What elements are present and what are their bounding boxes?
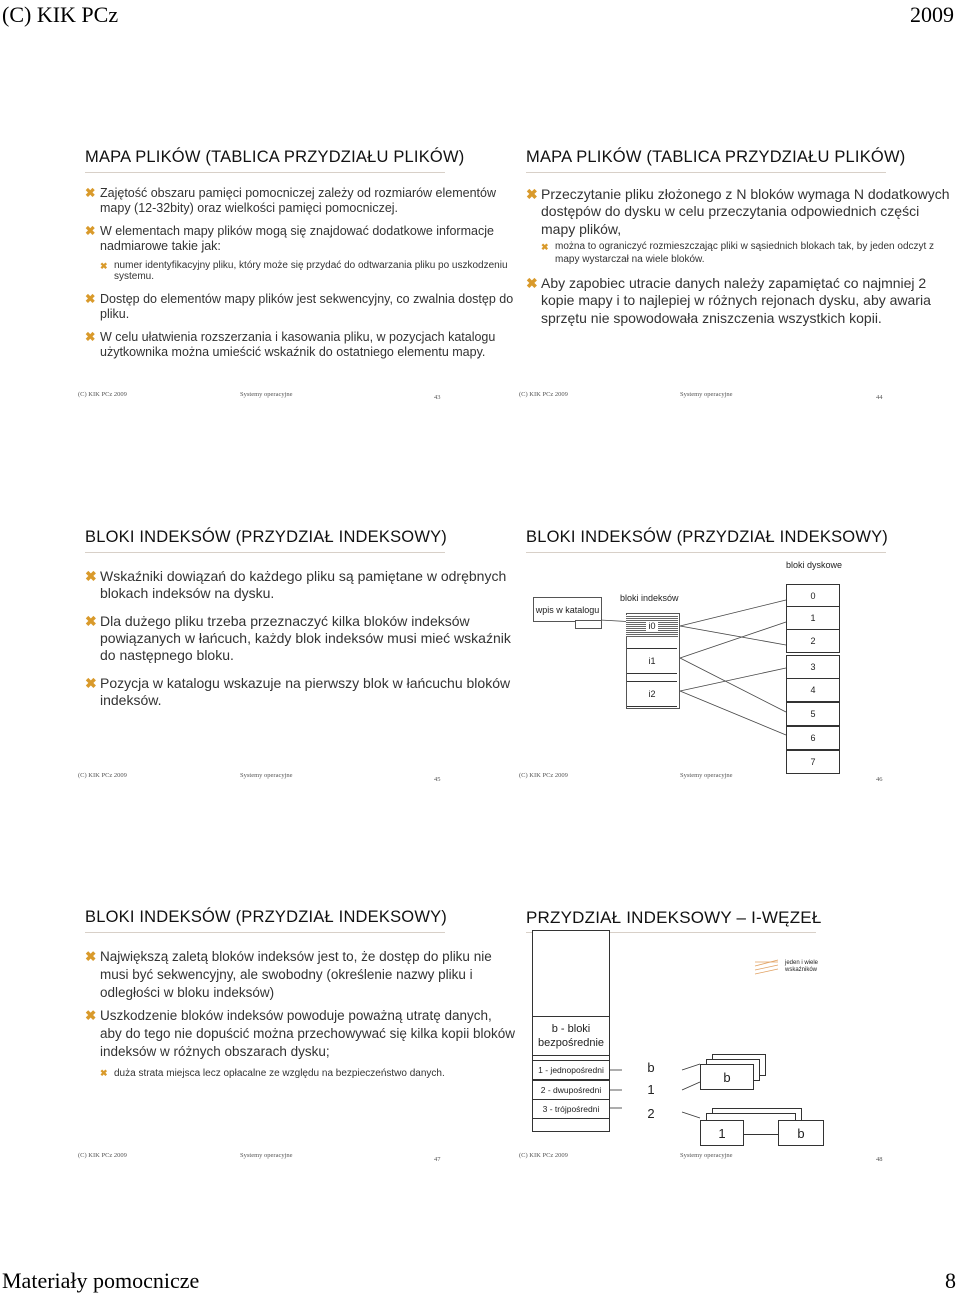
sub-list bbox=[100, 1067, 515, 1080]
bullet-x-icon: ✖ bbox=[85, 1008, 97, 1024]
slide-number: 44 bbox=[876, 394, 883, 401]
slide-footer-left: (C) KIK PCz 2009 bbox=[519, 772, 568, 779]
slide-43 bbox=[85, 148, 515, 448]
list-item: ✖ Pozycja w katalogu wskazuje na pierwszy blok w łańcuchu bloków indeksów. bbox=[85, 674, 511, 709]
bullet-x-icon: ✖ bbox=[85, 224, 96, 239]
slide-footer-center: Systemy operacyjne bbox=[680, 772, 733, 779]
data-block-1: 1 bbox=[700, 1120, 744, 1146]
list-item: ✖ Największą zaletą bloków indeksów jest to, że dostęp do pliku nie musi być sekwencyjny, ale swobodny (określenie nazwy pliku i odległości w bloku indeksów) bbox=[85, 949, 492, 1000]
bullet-list bbox=[85, 568, 515, 719]
slide-number: 48 bbox=[876, 1156, 883, 1163]
directory-pointer-box bbox=[575, 620, 602, 629]
slide-number: 45 bbox=[434, 776, 441, 783]
slide-number: 47 bbox=[434, 1156, 441, 1163]
list-item: ✖ Dla dużego pliku trzeba przeznaczyć kilka bloków indeksów powiązanych w łańcuch, każdy blok indeksów musi mieć wskaźnik do następnego bloku. bbox=[85, 612, 511, 664]
pointer-block-1: 1 bbox=[622, 1078, 680, 1100]
inode-single-indirect: 1 - jednopośredni bbox=[532, 1060, 610, 1080]
slide-title: BLOKI INDEKSÓW (PRZYDZIAŁ INDEKSOWY) bbox=[85, 908, 447, 926]
slide-footer-left: (C) KIK PCz 2009 bbox=[78, 391, 127, 398]
page-header-left: (C) KIK PCz bbox=[2, 2, 119, 27]
legend-label: jeden i wiele wskaźników bbox=[785, 960, 819, 974]
disk-block: 4 bbox=[786, 678, 840, 702]
disk-block: 2 bbox=[786, 629, 840, 653]
bullet-x-icon: ✖ bbox=[85, 674, 97, 691]
bullet-x-icon: ✖ bbox=[100, 260, 108, 271]
page-header-right: 2009 bbox=[910, 2, 954, 27]
slide-footer-center: Systemy operacyjne bbox=[680, 391, 733, 398]
title-rule bbox=[85, 932, 445, 933]
slide-title: BLOKI INDEKSÓW (PRZYDZIAŁ INDEKSOWY) bbox=[85, 528, 447, 546]
pointer-block-2: 2 bbox=[622, 1102, 680, 1124]
index-entry-i2: i2 bbox=[627, 681, 677, 707]
bullet-list bbox=[85, 186, 515, 368]
page-number: 8 bbox=[945, 1268, 956, 1293]
list-item: ✖ W celu ułatwienia rozszerzania i kasowania pliku, w pozycjach katalogu użytkownika można umieścić wskaźnik do ostatniego elementu mapy. bbox=[85, 330, 496, 359]
title-rule bbox=[526, 172, 886, 173]
sub-list bbox=[100, 260, 515, 283]
disk-blocks-label: bloki dyskowe bbox=[786, 560, 843, 570]
slide-title: MAPA PLIKÓW (TABLICA PRZYDZIAŁU PLIKÓW) bbox=[85, 148, 465, 166]
index-entry-i0: i0 bbox=[626, 615, 678, 637]
disk-block: 1 bbox=[786, 606, 840, 630]
slide-footer-center: Systemy operacyjne bbox=[240, 391, 293, 398]
data-block-b2: b bbox=[778, 1120, 824, 1146]
slide-46 bbox=[526, 528, 956, 828]
slide-footer-left: (C) KIK PCz 2009 bbox=[78, 1152, 127, 1159]
list-item: ✖ Aby zapobiec utracie danych należy zapamiętać co najmniej 2 kopie mapy i to najlepiej w różnych rejonach dysku, aby awaria sprzętu nie spowodowała zniszczenia wszystkich kopii. bbox=[526, 275, 931, 326]
inode-double-indirect: 2 - dwupośredni bbox=[532, 1080, 610, 1100]
bullet-x-icon: ✖ bbox=[85, 568, 97, 584]
title-rule bbox=[526, 552, 886, 553]
slide-title: PRZYDZIAŁ INDEKSOWY – I-WĘZEŁ bbox=[526, 908, 822, 927]
bullet-x-icon: ✖ bbox=[541, 242, 549, 253]
slide-footer-center: Systemy operacyjne bbox=[680, 1152, 733, 1159]
disk-block: 6 bbox=[786, 726, 840, 750]
bullet-x-icon: ✖ bbox=[85, 330, 96, 345]
slide-44 bbox=[526, 148, 956, 448]
bullet-list bbox=[526, 186, 956, 336]
bullet-x-icon: ✖ bbox=[526, 275, 538, 292]
sub-list-item: ✖ można to ograniczyć rozmieszczając pliki w sąsiednich blokach tak, by jeden odczyt z mapy wystarczał na wiele bloków. bbox=[541, 241, 935, 265]
directory-entry-box: wpis w katalogu bbox=[533, 597, 602, 622]
list-item: ✖ Przeczytanie pliku złożonego z N bloków wymaga N dodatkowych dostępów do dysku w celu przeczytania odpowiednich części mapy plików, ✖ można to ograniczyć rozmieszczając pliki w sąsiednich blokach tak, by jeden odczyt z mapy wystarczał na wiele bloków. bbox=[526, 186, 956, 266]
index-blocks-label: bloki indeksów bbox=[620, 593, 679, 603]
pointer-block-b: b bbox=[622, 1056, 680, 1078]
index-entry-i1: i1 bbox=[627, 648, 677, 674]
sub-list-item: ✖ numer identyfikacyjny pliku, który może się przydać do odtwarzania pliku po uszkodzeniu systemu. bbox=[100, 259, 508, 283]
page-footer-left: Materiały pomocnicze bbox=[2, 1268, 200, 1293]
data-block-b: b bbox=[700, 1064, 754, 1090]
bullet-list bbox=[85, 948, 515, 1089]
disk-block: 7 bbox=[786, 750, 840, 774]
disk-block: 0 bbox=[786, 584, 840, 608]
title-rule bbox=[85, 552, 445, 553]
disk-block: 5 bbox=[786, 702, 840, 726]
slide-47 bbox=[85, 908, 515, 1208]
list-item: ✖ Wskaźniki dowiązań do każdego pliku są pamiętane w odrębnych blokach indeksów na dysku. bbox=[85, 568, 507, 602]
disk-block: 3 bbox=[786, 655, 840, 679]
slide-number: 43 bbox=[434, 394, 441, 401]
slide-footer-left: (C) KIK PCz 2009 bbox=[519, 1152, 568, 1159]
bullet-x-icon: ✖ bbox=[85, 612, 97, 629]
slide-title: MAPA PLIKÓW (TABLICA PRZYDZIAŁU PLIKÓW) bbox=[526, 148, 906, 166]
bullet-x-icon: ✖ bbox=[100, 1067, 108, 1078]
inode-triple-indirect: 3 - trójpośredni bbox=[532, 1099, 610, 1119]
slide-footer-center: Systemy operacyjne bbox=[240, 772, 293, 779]
slide-title: BLOKI INDEKSÓW (PRZYDZIAŁ INDEKSOWY) bbox=[526, 528, 888, 546]
bullet-x-icon: ✖ bbox=[85, 291, 96, 306]
bullet-x-icon: ✖ bbox=[526, 186, 538, 202]
bullet-x-icon: ✖ bbox=[85, 186, 96, 200]
slide-footer-left: (C) KIK PCz 2009 bbox=[519, 391, 568, 398]
slide-45 bbox=[85, 528, 515, 828]
list-item: ✖ Uszkodzenie bloków indeksów powoduje poważną utratę danych, aby do tego nie dopuścić można przechowywać się kilka kopii bloków indeksów w różnych obszarach dysku; ✖ duża strata miejsca lecz opłacalne ze względu na bezpieczeństwo danych. bbox=[85, 1008, 515, 1079]
sub-list-item: ✖ duża strata miejsca lecz opłacalne ze względu na bezpieczeństwo danych. bbox=[100, 1067, 445, 1079]
slide-footer-center: Systemy operacyjne bbox=[240, 1152, 293, 1159]
list-item: ✖ Zajętość obszaru pamięci pomocniczej zależy od rozmiarów elementów mapy (12-32bity) oraz wielkości pamięci pomocniczej. bbox=[85, 186, 497, 215]
slide-number: 46 bbox=[876, 776, 883, 783]
bullet-x-icon: ✖ bbox=[85, 949, 97, 964]
list-item: ✖ Dostęp do elementów mapy plików jest sekwencyjny, co zwalnia dostęp do pliku. bbox=[85, 291, 514, 321]
title-rule bbox=[85, 172, 445, 173]
list-item: ✖ W elementach mapy plików mogą się znajdować dodatkowe informacje nadmiarowe takie jak: ✖ numer identyfikacyjny pliku, który może się przydać do odtwarzania pliku po uszkodzeniu systemu. bbox=[85, 224, 515, 283]
inode-direct-blocks: b - bloki bezpośrednie bbox=[532, 1016, 610, 1056]
slide-footer-left: (C) KIK PCz 2009 bbox=[78, 772, 127, 779]
sub-list bbox=[541, 241, 956, 266]
